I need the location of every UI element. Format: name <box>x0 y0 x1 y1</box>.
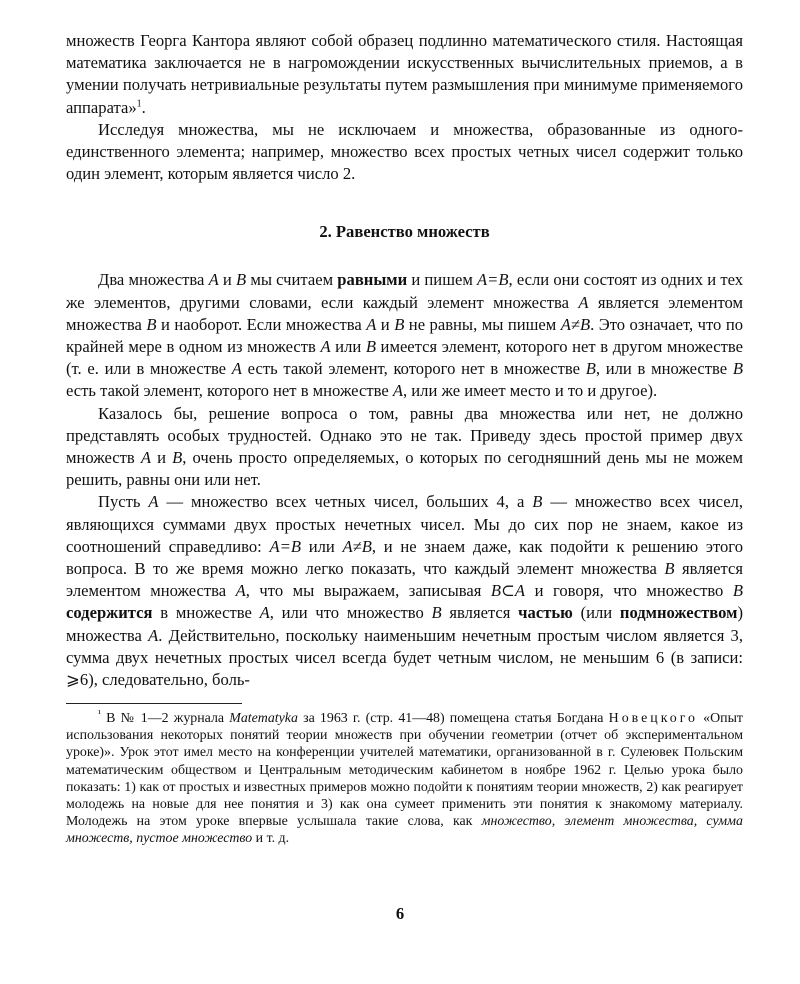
footnote-divider <box>66 703 242 704</box>
text-run: и <box>218 270 236 290</box>
text-run: является элементом множества <box>66 292 743 334</box>
text-run: или <box>330 337 366 357</box>
text-run: ) множества <box>66 603 743 645</box>
text-run: в множестве <box>152 603 260 623</box>
math-expr: A=B <box>477 270 509 290</box>
paragraph-example <box>66 491 743 691</box>
text-run: , если они состоят из одних и тех же элементов, другими словами, если каждый элемент множества <box>66 270 744 312</box>
math-var: B <box>235 270 247 290</box>
text-run: (или <box>572 603 620 623</box>
math-var: A <box>392 381 403 401</box>
math-expr: A≠B <box>560 314 591 334</box>
math-expr: A≠B <box>342 536 372 556</box>
footnote-mark: ¹ <box>98 708 101 720</box>
text-run: . Действительно, поскольку наименьшим нечетным простым числом является 3, сумма двух нечетных простых чисел всегда будет четным числом, не меньшим 6 (в записи: ⩾6), следовательно, боль- <box>66 625 743 690</box>
text-run: и пишем <box>407 270 478 290</box>
math-var: A <box>148 625 159 645</box>
math-var: A <box>320 337 331 357</box>
paragraph-difficulty <box>66 403 743 492</box>
journal-name: Matematyka <box>229 711 298 727</box>
bold-term: содержится <box>66 603 153 623</box>
text-run: , что мы выражаем, записывая <box>245 581 491 601</box>
text-run: и <box>151 448 173 468</box>
math-var: B <box>732 359 743 379</box>
text-run: . <box>141 97 146 117</box>
paragraph-definition <box>66 269 743 402</box>
text-run: и т. д. <box>252 830 290 846</box>
math-var: B <box>365 337 376 357</box>
math-var: B <box>664 559 675 579</box>
text-run: , очень просто определяемых, о которых по сегодняшний день мы не можем решить, равны они или нет. <box>66 448 744 490</box>
text-run: . Это означает, что по крайней мере в одном из множеств <box>66 314 744 357</box>
text-run: , и не знаем даже, как подойти к решению этого вопроса. В то же время можно легко показать, что каждый элемент множества <box>66 536 744 579</box>
math-expr: A=B <box>269 536 301 556</box>
page-body <box>66 30 743 847</box>
math-var: A <box>148 492 159 512</box>
text-run: множеств Георга Кантора являют собой образец подлинно математического стиля. Настоящая математика заключается не в нагромождении искусственных вычислительных приемов, а в умении получать нетривиальные результаты путем размышления при минимуме применяемого аппарата» <box>66 31 743 117</box>
text-run: является элементом множества <box>66 559 743 601</box>
text-run: есть такой элемент, которого нет в множестве <box>241 359 586 379</box>
paragraph-kantor <box>66 30 743 119</box>
math-var: A <box>208 270 219 290</box>
text-run: имеется элемент, которого нет в другом множестве (т. е. или в множестве <box>66 337 743 379</box>
math-var: B <box>532 492 543 512</box>
paragraph-singleton: Исследуя множества, мы не исключаем и множества, образованные из одного-единственного элемента; например, множество всех простых четных чисел содержит только один элемент, которым является число 2. <box>66 119 743 184</box>
text-run: В № 1—2 журнала <box>101 711 230 727</box>
footnote-ref: 1 <box>136 98 142 110</box>
math-var: A <box>578 292 589 312</box>
text-run: за 1963 г. (стр. 41—48) помещена статья Богдана <box>297 711 609 727</box>
math-expr: B⊂A <box>490 581 526 601</box>
text-run: «Опыт использования некоторых понятий теории множеств при обучении геометрии (отчет об экспериментальном уроке)». Урок этот имел место на конференции учителей математики, организованной в г. Сулеювек Польским математическим обществом и Центральным методическим кабинетом в ноябре 1962 г. Целью урока было показать: 1) как от простых и известных примеров можно подойти к понятиям теории множеств, 2) как реагирует молодежь на новые для нее понятия и 3) как она сумеет применить эти понятия к знакомому материалу. Молодежь на этом уроке впервые услышала такие слова, как <box>66 711 743 829</box>
text-run: , или в множестве <box>595 359 733 379</box>
footnote <box>66 710 743 847</box>
math-var: A <box>235 581 246 601</box>
text-run: Пусть <box>98 492 149 512</box>
text-run: мы считаем <box>246 270 338 290</box>
text-run: — множество всех чисел, являющихся суммами двух простых нечетных чисел. Мы до сих пор не знаем, какое из соотношений справедливо: <box>66 492 743 556</box>
math-var: A <box>259 603 270 623</box>
math-var: A <box>231 359 242 379</box>
math-var: A <box>140 448 151 468</box>
text-run: и наоборот. Если множества <box>156 314 367 334</box>
math-var: B <box>146 314 157 334</box>
math-var: B <box>585 359 596 379</box>
math-var: B <box>431 603 442 623</box>
bold-term: равными <box>337 270 408 290</box>
text-run: , или же имеет место и то и другое). <box>402 381 658 401</box>
bold-term: частью <box>518 603 573 623</box>
page-number: 6 <box>395 904 405 923</box>
text-run: Два множества <box>98 270 209 290</box>
text-run: Казалось бы, решение вопроса о том, равны два множества или нет, не должно представлять особых трудностей. Однако это не так. Приведу здесь простой пример двух множеств <box>66 403 743 468</box>
text-run: или <box>300 536 343 556</box>
text-run: является <box>441 603 519 623</box>
math-var: B <box>172 448 183 468</box>
text-run: и говоря, что множество <box>525 581 733 601</box>
math-var: A <box>366 314 377 334</box>
math-var: B <box>394 314 405 334</box>
text-run: есть такой элемент, которого нет в множестве <box>66 381 393 401</box>
math-var: B <box>732 581 744 601</box>
text-run: не равны, мы пишем <box>404 314 561 334</box>
text-run: и <box>376 314 395 334</box>
text-run: , или что множество <box>269 603 432 623</box>
section-heading: 2. Равенство множеств <box>319 222 490 242</box>
bold-term: подмножеством <box>619 603 738 623</box>
author-name: Новецкого <box>608 711 698 727</box>
text-run: — множество всех четных чисел, больших 4, а <box>158 492 533 512</box>
italic-terms: множество, элемент множества, сумма множеств, пустое множество <box>66 813 743 846</box>
